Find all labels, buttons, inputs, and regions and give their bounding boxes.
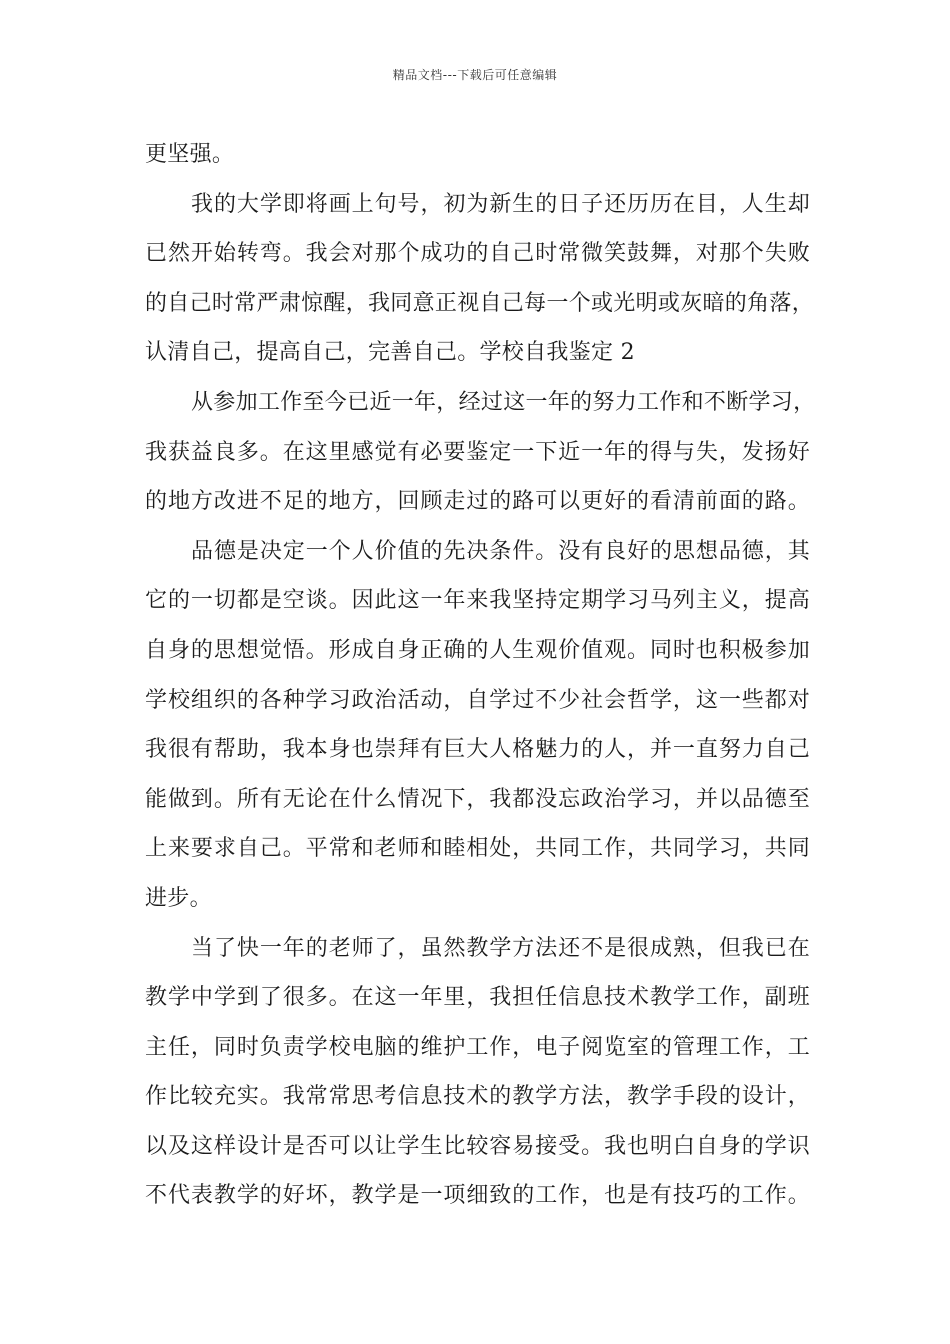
text-line: 当了快一年的老师了，虽然教学方法还不是很成熟，但我已在 [191, 935, 810, 961]
page-header: 精品文档---下载后可任意编辑 [392, 68, 558, 82]
text-line: 已然开始转弯。我会对那个成功的自己时常微笑鼓舞，对那个失败 [145, 241, 810, 267]
text-line: 品德是决定一个人价值的先决条件。没有良好的思想品德，其 [191, 538, 810, 564]
text-line: 我很有帮助，我本身也崇拜有巨大人格魅力的人，并一直努力自己 [145, 737, 810, 763]
text-line: 自身的思想觉悟。形成自身正确的人生观价值观。同时也积极参加 [145, 637, 810, 663]
text-line: 从参加工作至今已近一年，经过这一年的努力工作和不断学习， [191, 389, 816, 415]
text-line: 认清自己，提高自己，完善自己。学校自我鉴定 2 [145, 340, 635, 366]
text-line: 我的大学即将画上句号，初为新生的日子还历历在目，人生却 [191, 191, 810, 217]
text-line: 不代表教学的好坏，教学是一项细致的工作，也是有技巧的工作。 [145, 1183, 810, 1209]
text-line: 学校组织的各种学习政治活动，自学过不少社会哲学，这一些都对 [145, 687, 810, 713]
text-line: 主任，同时负责学校电脑的维护工作，电子阅览室的管理工作，工 [145, 1034, 810, 1060]
text-line: 能做到。所有无论在什么情况下，我都没忘政治学习，并以品德至 [145, 786, 810, 812]
document-body [145, 130, 816, 1221]
text-line: 上来要求自己。平常和老师和睦相处，共同工作，共同学习，共同 [145, 836, 810, 862]
text-line: 它的一切都是空谈。因此这一年来我坚持定期学习马列主义，提高 [145, 588, 810, 614]
text-line: 的自己时常严肃惊醒，我同意正视自己每一个或光明或灰暗的角落， [145, 290, 815, 316]
text-line: 的地方改进不足的地方，回顾走过的路可以更好的看清前面的路。 [145, 489, 810, 515]
text-line: 作比较充实。我常常思考信息技术的教学方法，教学手段的设计， [145, 1084, 810, 1110]
text-line: 教学中学到了很多。在这一年里，我担任信息技术教学工作，副班 [145, 985, 810, 1011]
text-line: 更坚强。 [145, 142, 235, 167]
text-line: 进步。 [145, 885, 212, 911]
text-line: 以及这样设计是否可以让学生比较容易接受。我也明白自身的学识 [145, 1133, 810, 1159]
text-line: 我获益良多。在这里感觉有必要鉴定一下近一年的得与失，发扬好 [145, 439, 810, 465]
